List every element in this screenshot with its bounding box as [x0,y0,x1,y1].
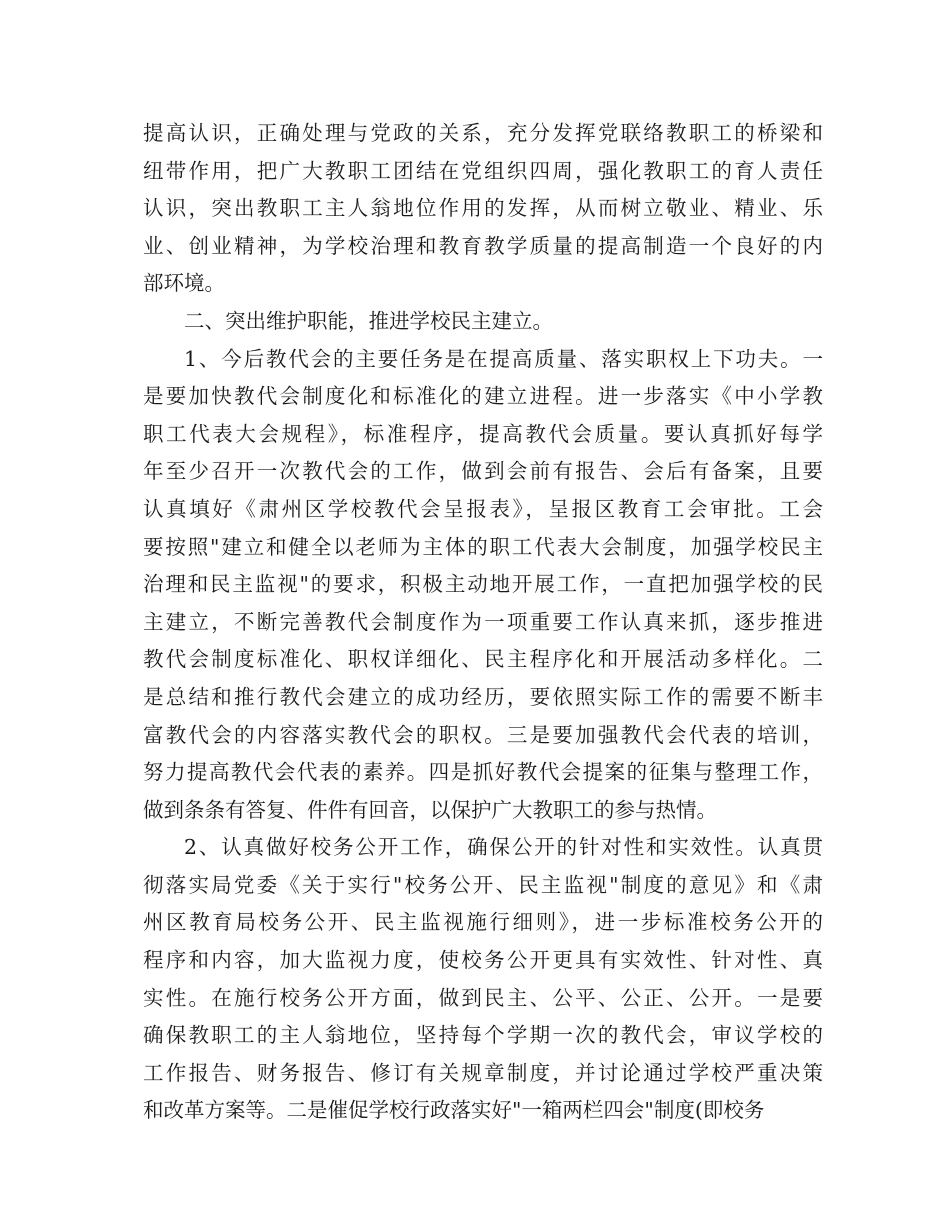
paragraph [143,341,823,830]
text-line: 认真填好《肃州区学校教代会呈报表》，呈报区教育工会审批。工会 [143,496,823,521]
paragraph [143,303,823,341]
document-body [143,115,823,1130]
text-line: 实性。在施行校务公开方面，做到民主、公平、公正、公开。一是要 [143,985,823,1010]
text-line: 部环境。 [143,271,225,296]
text-line: 工作报告、财务报告、修订有关规章制度，并讨论通过学校严重决策 [143,1060,823,1085]
paragraph [143,115,823,303]
text-line: 和改革方案等。二是催促学校行政落实好"一箱两栏四会"制度(即校务 [143,1098,765,1123]
text-line: 年至少召开一次教代会的工作，做到会前有报告、会后有备案，且要 [143,459,823,484]
text-line: 州区教育局校务公开、民主监视施行细则》，进一步标准校务公开的 [143,910,823,935]
text-line: 1、今后教代会的主要任务是在提高质量、落实职权上下功夫。一 [184,346,823,371]
text-line: 程序和内容，加大监视力度，使校务公开更具有实效性、针对性、真 [143,948,823,973]
text-line: 认识，突出教职工主人翁地位作用的发挥，从而树立敬业、精业、乐 [143,196,823,221]
text-line: 是总结和推行教代会建立的成功经历，要依照实际工作的需要不断丰 [143,684,823,709]
text-line: 主建立，不断完善教代会制度作为一项重要工作认真来抓，逐步推进 [143,609,823,634]
text-line: 二、突出维护职能，推进学校民主建立。 [184,308,553,333]
text-line: 要按照"建立和健全以老师为主体的职工代表大会制度，加强学校民主 [143,534,823,559]
text-line: 治理和民主监视"的要求，积极主动地开展工作，一直把加强学校的民 [143,572,823,597]
text-line: 努力提高教代会代表的素养。四是抓好教代会提案的征集与整理工作， [143,760,823,785]
paragraph [143,829,823,1130]
text-line: 确保教职工的主人翁地位，坚持每个学期一次的教代会，审议学校的 [143,1023,823,1048]
text-line: 做到条条有答复、件件有回音，以保护广大教职工的参与热情。 [143,797,717,822]
text-line: 职工代表大会规程》，标准程序，提高教代会质量。要认真抓好每学 [143,421,823,446]
text-line: 业、创业精神，为学校治理和教育教学质量的提高制造一个良好的内 [143,233,823,258]
text-line: 纽带作用，把广大教职工团结在党组织四周，强化教职工的育人责任 [143,158,823,183]
text-line: 提高认识，正确处理与党政的关系，充分发挥党联络教职工的桥梁和 [143,121,823,145]
text-line: 富教代会的内容落实教代会的职权。三是要加强教代会代表的培训， [143,722,823,747]
text-line: 是要加快教代会制度化和标准化的建立进程。进一步落实《中小学教 [143,384,823,409]
text-line: 教代会制度标准化、职权详细化、民主程序化和开展活动多样化。二 [143,647,823,672]
text-line: 2、认真做好校务公开工作，确保公开的针对性和实效性。认真贯 [184,835,823,860]
text-line: 彻落实局党委《关于实行"校务公开、民主监视"制度的意见》和《肃 [143,872,823,897]
